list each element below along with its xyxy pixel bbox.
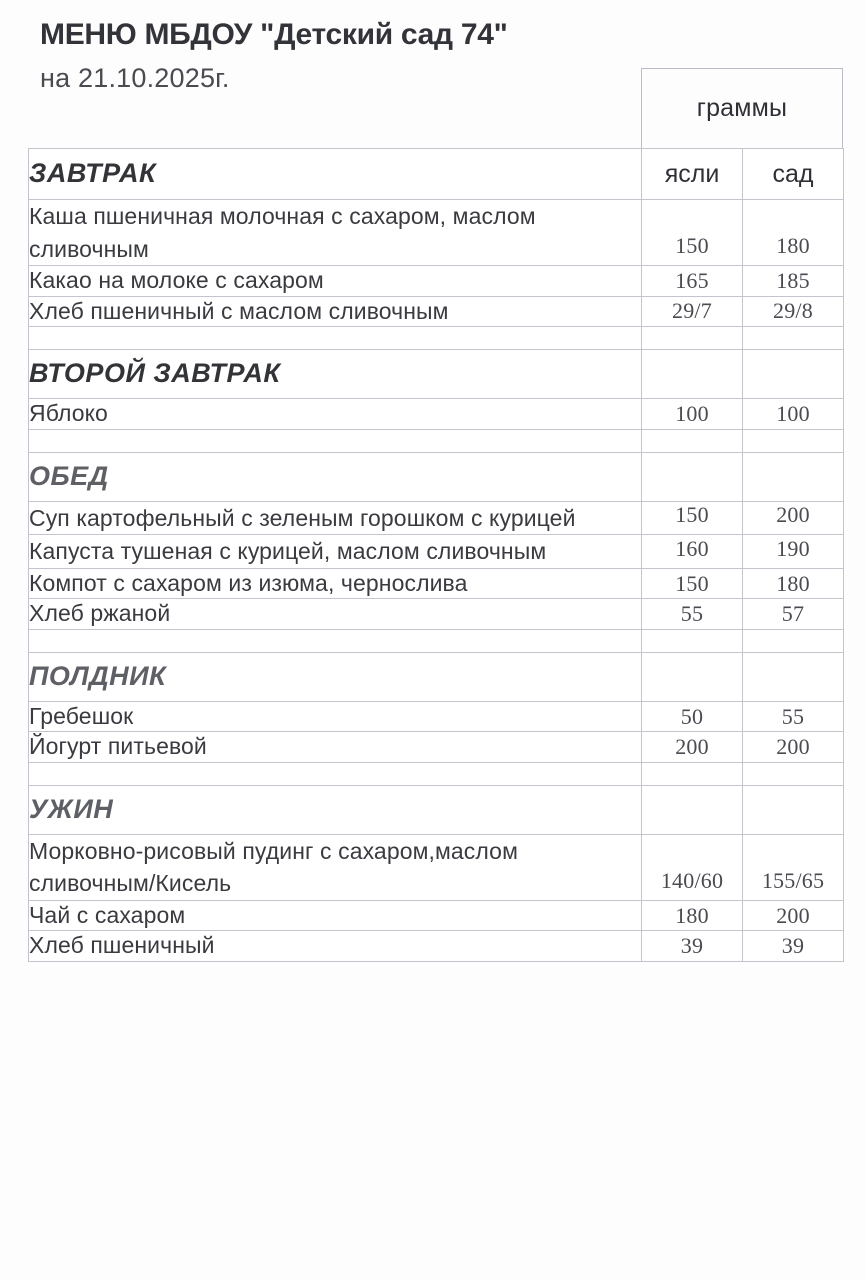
portion-yasli-breakfast-0: 150 — [642, 200, 743, 266]
table-row — [29, 732, 844, 762]
dish-name-afternoon-snack-1: Йогурт питьевой — [29, 732, 642, 762]
section-spacer-yasli-afternoon-snack — [642, 652, 743, 701]
units-header-label: граммы — [696, 94, 788, 122]
portion-sad-breakfast-2: 29/8 — [743, 296, 844, 326]
spacer-name-cell — [29, 629, 642, 652]
dish-name-lunch-3: Хлеб ржаной — [29, 599, 642, 629]
section-title-dinner: УЖИН — [29, 785, 642, 834]
portion-sad-lunch-0: 200 — [743, 501, 844, 535]
portion-sad-lunch-3: 57 — [743, 599, 844, 629]
menu-table — [28, 148, 844, 962]
section-header-row-breakfast — [29, 149, 844, 200]
spacer-sad-cell — [743, 429, 844, 452]
table-row — [29, 701, 844, 731]
table-row — [29, 901, 844, 931]
table-row — [29, 399, 844, 429]
section-spacer-sad-afternoon-snack — [743, 652, 844, 701]
spacer-yasli-cell — [642, 327, 743, 350]
table-row — [29, 568, 844, 598]
portion-yasli-afternoon-snack-1: 200 — [642, 732, 743, 762]
section-header-row-dinner — [29, 785, 844, 834]
portion-sad-dinner-2: 39 — [743, 931, 844, 961]
section-spacer-sad-dinner — [743, 785, 844, 834]
section-spacer-row — [29, 327, 844, 350]
spacer-yasli-cell — [642, 429, 743, 452]
spacer-yasli-cell — [642, 762, 743, 785]
section-spacer-yasli-second-breakfast — [642, 350, 743, 399]
portion-yasli-breakfast-2: 29/7 — [642, 296, 743, 326]
table-row — [29, 501, 844, 535]
portion-sad-afternoon-snack-1: 200 — [743, 732, 844, 762]
section-header-row-lunch — [29, 452, 844, 501]
section-title-breakfast: ЗАВТРАК — [29, 149, 642, 200]
dish-name-dinner-0: Морковно-рисовый пудинг с сахаром,маслом сливочным/Кисель — [29, 834, 642, 900]
dish-name-afternoon-snack-0: Гребешок — [29, 701, 642, 731]
portion-sad-dinner-0: 155/65 — [743, 834, 844, 900]
page-title: МЕНЮ МБДОУ "Детский сад 74" — [40, 18, 508, 51]
portion-sad-breakfast-1: 185 — [743, 266, 844, 296]
table-row — [29, 931, 844, 961]
portion-sad-lunch-1: 190 — [743, 535, 844, 569]
section-spacer-sad-lunch — [743, 452, 844, 501]
table-row — [29, 200, 844, 266]
table-row — [29, 599, 844, 629]
portion-sad-second-breakfast-0: 100 — [743, 399, 844, 429]
table-row — [29, 834, 844, 900]
section-spacer-row — [29, 762, 844, 785]
dish-name-breakfast-2: Хлеб пшеничный с маслом сливочным — [29, 296, 642, 326]
spacer-sad-cell — [743, 762, 844, 785]
section-spacer-row — [29, 629, 844, 652]
spacer-yasli-cell — [642, 629, 743, 652]
dish-name-breakfast-0: Каша пшеничная молочная с сахаром, маслом сливочным — [29, 200, 642, 266]
dish-name-dinner-1: Чай с сахаром — [29, 901, 642, 931]
section-title-lunch: ОБЕД — [29, 452, 642, 501]
portion-yasli-dinner-2: 39 — [642, 931, 743, 961]
menu-date: на 21.10.2025г. — [40, 62, 230, 93]
table-row — [29, 535, 844, 569]
section-title-afternoon-snack: ПОЛДНИК — [29, 652, 642, 701]
portion-sad-afternoon-snack-0: 55 — [743, 701, 844, 731]
spacer-name-cell — [29, 762, 642, 785]
section-spacer-yasli-dinner — [642, 785, 743, 834]
dish-name-lunch-2: Компот с сахаром из изюма, чернослива — [29, 568, 642, 598]
section-title-second-breakfast: ВТОРОЙ ЗАВТРАК — [29, 350, 642, 399]
portion-yasli-breakfast-1: 165 — [642, 266, 743, 296]
dish-name-second-breakfast-0: Яблоко — [29, 399, 642, 429]
spacer-name-cell — [29, 327, 642, 350]
dish-name-lunch-1: Капуста тушеная с курицей, маслом сливочным — [29, 535, 642, 569]
portion-yasli-dinner-1: 180 — [642, 901, 743, 931]
spacer-sad-cell — [743, 327, 844, 350]
dish-name-lunch-0: Суп картофельный с зеленым горошком с курицей — [29, 501, 642, 535]
column-header-sad: сад — [743, 149, 844, 200]
portion-yasli-second-breakfast-0: 100 — [642, 399, 743, 429]
dish-name-dinner-2: Хлеб пшеничный — [29, 931, 642, 961]
spacer-sad-cell — [743, 629, 844, 652]
dish-name-breakfast-1: Какао на молоке с сахаром — [29, 266, 642, 296]
portion-yasli-afternoon-snack-0: 50 — [642, 701, 743, 731]
section-header-row-afternoon-snack — [29, 652, 844, 701]
portion-yasli-dinner-0: 140/60 — [642, 834, 743, 900]
spacer-name-cell — [29, 429, 642, 452]
portion-yasli-lunch-3: 55 — [642, 599, 743, 629]
section-header-row-second-breakfast — [29, 350, 844, 399]
portion-yasli-lunch-2: 150 — [642, 568, 743, 598]
section-spacer-sad-second-breakfast — [743, 350, 844, 399]
section-spacer-yasli-lunch — [642, 452, 743, 501]
table-row — [29, 296, 844, 326]
table-row — [29, 266, 844, 296]
section-spacer-row — [29, 429, 844, 452]
portion-sad-breakfast-0: 180 — [743, 200, 844, 266]
document-header — [40, 18, 640, 94]
portion-sad-lunch-2: 180 — [743, 568, 844, 598]
units-header-box — [641, 68, 843, 148]
portion-yasli-lunch-1: 160 — [642, 535, 743, 569]
portion-yasli-lunch-0: 150 — [642, 501, 743, 535]
portion-sad-dinner-1: 200 — [743, 901, 844, 931]
column-header-yasli: ясли — [642, 149, 743, 200]
